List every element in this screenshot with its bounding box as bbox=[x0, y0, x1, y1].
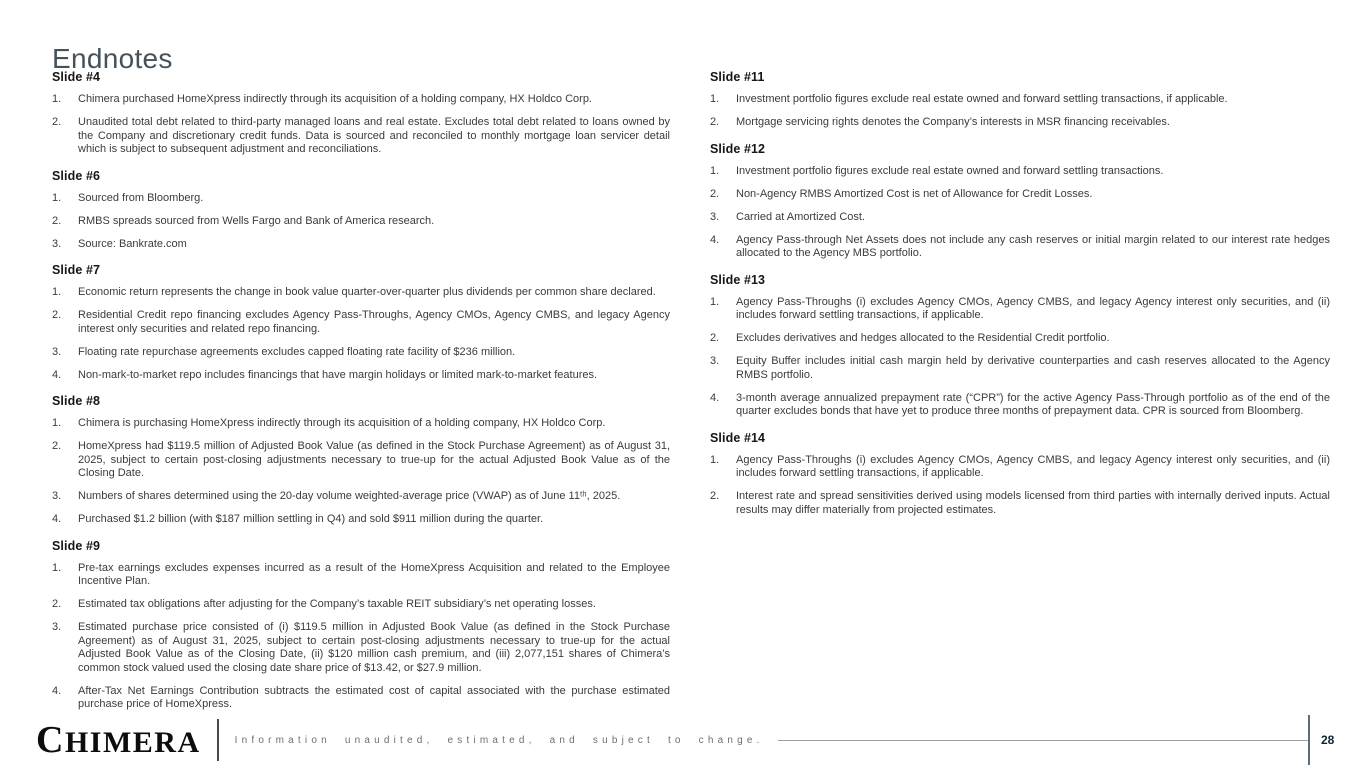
item-number: 2. bbox=[710, 187, 720, 200]
item-number: 1. bbox=[52, 191, 62, 204]
item-text: Residential Credit repo financing excludes Agency Pass-Throughs, Agency CMOs, Agency CMBS, and legacy Agency interest only securities and related repo financing. bbox=[78, 309, 670, 335]
item-number: 2. bbox=[52, 440, 62, 452]
item-number: 3. bbox=[52, 621, 62, 633]
section-heading: Slide #13 bbox=[710, 272, 766, 287]
item-text: Purchased $1.2 billion (with $187 million settling in Q4) and sold $911 million during the quarter. bbox=[78, 513, 544, 525]
item-text: Mortgage servicing rights denotes the Company’s interests in MSR financing receivables. bbox=[736, 116, 1170, 128]
endnote-section bbox=[710, 431, 1330, 518]
endnote-item bbox=[710, 93, 1330, 107]
item-text: Unaudited total debt related to third-party managed loans and real estate. Excludes total debt related to loans owned by the Company and discretionary credit funds. Data is sourced and reconciled to monthly mortgage loan servicer detail which is subject to subsequent adjustment and reconciliations. bbox=[78, 116, 670, 155]
item-number: 2. bbox=[52, 598, 62, 610]
item-number: 4. bbox=[52, 513, 62, 525]
item-text: Investment portfolio figures exclude real estate owned and forward settling transactions. bbox=[736, 164, 1164, 177]
chimera-logo bbox=[36, 721, 201, 759]
section-heading: Slide #12 bbox=[710, 141, 766, 156]
item-text: Equity Buffer includes initial cash margin held by derivative counterparties and cash reserves allocated to the Agency RMBS portfolio. bbox=[736, 355, 1330, 381]
item-text: Agency Pass-Throughs (i) excludes Agency CMOs, Agency CMBS, and legacy Agency interest only securities, and (ii) includes forward settling transactions, if applicable. bbox=[736, 453, 1330, 479]
endnote-item bbox=[52, 215, 670, 229]
item-text: Carried at Amortized Cost. bbox=[736, 210, 865, 223]
endnote-item bbox=[52, 562, 670, 589]
endnote-item bbox=[710, 211, 1330, 225]
endnote-item bbox=[52, 286, 670, 300]
item-text: HomeXpress had $119.5 million of Adjusted Book Value (as defined in the Stock Purchase Agreement) as of August 31, 2025, subject to certain post-closing adjustments necessary to true-up for the actual Adjusted Book Value as of the Closing Date. bbox=[78, 440, 670, 479]
item-text: Source: Bankrate.com bbox=[78, 237, 187, 250]
item-text: Non-mark-to-market repo includes financings that have margin holidays or limited mark-to-market features. bbox=[78, 368, 598, 381]
item-text: Pre-tax earnings excludes expenses incurred as a result of the HomeXpress Acquisition and related to the Employee Incentive Plan. bbox=[78, 561, 670, 587]
endnote-item bbox=[710, 490, 1330, 517]
endnote-item bbox=[710, 296, 1330, 323]
item-number: 2. bbox=[710, 116, 720, 128]
item-number: 2. bbox=[52, 309, 62, 321]
item-number: 1. bbox=[710, 295, 720, 308]
section-heading: Slide #14 bbox=[710, 430, 766, 445]
item-number: 4. bbox=[52, 684, 62, 697]
endnotes-column-right bbox=[710, 61, 1330, 721]
endnote-item bbox=[52, 116, 670, 157]
endnote-section bbox=[710, 273, 1330, 419]
item-text: 3-month average annualized prepayment rate (“CPR”) for the active Agency Pass-Through portfolio as of the end of the quarter excludes bonds that have yet to produce three months of prepayment data. CPR is sourced from Bloomberg. bbox=[736, 391, 1330, 417]
endnote-section bbox=[710, 142, 1330, 261]
endnote-item bbox=[52, 513, 670, 527]
item-text: Economic return represents the change in book value quarter-over-quarter plus dividends per common share declared. bbox=[78, 286, 656, 298]
item-number: 3. bbox=[52, 345, 62, 358]
logo-letter-c: C bbox=[36, 719, 65, 761]
item-number: 1. bbox=[710, 164, 720, 177]
endnote-section bbox=[52, 70, 670, 157]
endnote-item bbox=[52, 417, 670, 431]
item-text: Non-Agency RMBS Amortized Cost is net of Allowance for Credit Losses. bbox=[736, 187, 1093, 200]
item-number: 1. bbox=[52, 561, 62, 574]
endnote-item bbox=[52, 369, 670, 383]
endnote-section bbox=[52, 169, 670, 252]
page-number: 28 bbox=[1321, 733, 1335, 747]
item-number: 3. bbox=[710, 210, 720, 223]
item-text: Agency Pass-through Net Assets does not include any cash reserves or initial margin related to our interest rate hedges allocated to the Agency MBS portfolio. bbox=[736, 233, 1330, 259]
item-text: Sourced from Bloomberg. bbox=[78, 191, 204, 204]
item-text: Floating rate repurchase agreements excludes capped floating rate facility of $236 million. bbox=[78, 345, 516, 358]
endnote-item bbox=[710, 188, 1330, 202]
endnote-item bbox=[710, 165, 1330, 179]
item-text: Investment portfolio figures exclude real estate owned and forward settling transactions, if applicable. bbox=[736, 93, 1228, 105]
item-number: 1. bbox=[710, 93, 720, 105]
endnote-section bbox=[52, 263, 670, 382]
item-number: 4. bbox=[52, 368, 62, 381]
item-text: Excludes derivatives and hedges allocated to the Residential Credit portfolio. bbox=[736, 332, 1110, 344]
item-number: 2. bbox=[710, 490, 720, 502]
item-number: 3. bbox=[710, 355, 720, 367]
item-number: 2. bbox=[52, 214, 62, 227]
endnote-item bbox=[710, 332, 1330, 346]
endnote-item bbox=[710, 454, 1330, 481]
footer-disclaimer: Information unaudited, estimated, and subject to change. bbox=[234, 734, 764, 746]
item-text: Chimera is purchasing HomeXpress indirectly through its acquisition of a holding company, HX Holdco Corp. bbox=[78, 417, 606, 429]
page-number-divider bbox=[1308, 715, 1310, 765]
endnote-item bbox=[710, 392, 1330, 419]
item-number: 4. bbox=[710, 233, 720, 246]
endnote-item bbox=[52, 440, 670, 481]
section-heading: Slide #9 bbox=[52, 538, 101, 553]
item-text: Chimera purchased HomeXpress indirectly through its acquisition of a holding company, HX Holdco Corp. bbox=[78, 93, 592, 105]
endnote-item bbox=[52, 490, 670, 504]
item-text: Numbers of shares determined using the 20-day volume weighted-average price (VWAP) as of June 11ᵗʰ, 2025. bbox=[78, 490, 621, 502]
item-number: 1. bbox=[710, 453, 720, 466]
section-heading: Slide #6 bbox=[52, 168, 101, 183]
section-heading: Slide #4 bbox=[52, 70, 101, 84]
page-title: Endnotes bbox=[52, 42, 173, 74]
item-text: Estimated tax obligations after adjusting for the Company’s taxable REIT subsidiary’s net operating losses. bbox=[78, 598, 596, 610]
item-number: 4. bbox=[710, 391, 720, 404]
endnote-section bbox=[52, 539, 670, 712]
footer bbox=[36, 714, 1343, 766]
item-text: RMBS spreads sourced from Wells Fargo and Bank of America research. bbox=[78, 214, 435, 227]
item-number: 2. bbox=[710, 332, 720, 344]
item-number: 1. bbox=[52, 93, 62, 105]
endnotes-columns bbox=[52, 61, 1330, 721]
section-heading: Slide #11 bbox=[710, 70, 765, 84]
endnote-item bbox=[52, 93, 670, 107]
endnote-item bbox=[52, 598, 670, 612]
endnote-item bbox=[710, 234, 1330, 261]
footer-rule bbox=[778, 740, 1308, 741]
endnote-item bbox=[52, 238, 670, 252]
item-number: 3. bbox=[52, 237, 62, 250]
logo-letters-rest: HIMERA bbox=[64, 726, 201, 759]
endnote-item bbox=[52, 309, 670, 336]
endnote-item bbox=[710, 355, 1330, 382]
endnote-item bbox=[710, 116, 1330, 130]
section-heading: Slide #8 bbox=[52, 394, 101, 408]
item-number: 1. bbox=[52, 286, 62, 298]
item-number: 1. bbox=[52, 417, 62, 429]
endnote-section bbox=[710, 70, 1330, 130]
endnote-item bbox=[52, 685, 670, 712]
endnote-item bbox=[52, 346, 670, 360]
item-text: After-Tax Net Earnings Contribution subtracts the estimated cost of capital associated with the purchase estimated purchase price of HomeXpress. bbox=[78, 684, 670, 710]
item-number: 2. bbox=[52, 116, 62, 128]
endnote-item bbox=[52, 192, 670, 206]
item-text: Estimated purchase price consisted of (i) $119.5 million in Adjusted Book Value (as defined in the Stock Purchase Agreement) as of August 31, 2025, subject to certain post-closing adjustments necessary to true-up for the actual Adjusted Book Value as of the Closing Date, (ii) $120 million cash premium, and (iii) 2,077,151 shares of Chimera’s common stock valued used the closing date share price of $13.42, or $27.9 million. bbox=[78, 621, 670, 674]
endnote-item bbox=[52, 621, 670, 675]
endnote-section bbox=[52, 394, 670, 527]
section-heading: Slide #7 bbox=[52, 263, 101, 277]
item-number: 3. bbox=[52, 490, 62, 502]
item-text: Agency Pass-Throughs (i) excludes Agency CMOs, Agency CMBS, and legacy Agency interest only securities, and (ii) includes forward settling transactions, if applicable. bbox=[736, 295, 1330, 321]
item-text: Interest rate and spread sensitivities derived using models licensed from third parties with internally derived inputs. Actual results may differ materially from projected estimates. bbox=[736, 490, 1330, 516]
endnotes-column-left bbox=[52, 61, 670, 721]
footer-logo-divider bbox=[217, 719, 219, 761]
